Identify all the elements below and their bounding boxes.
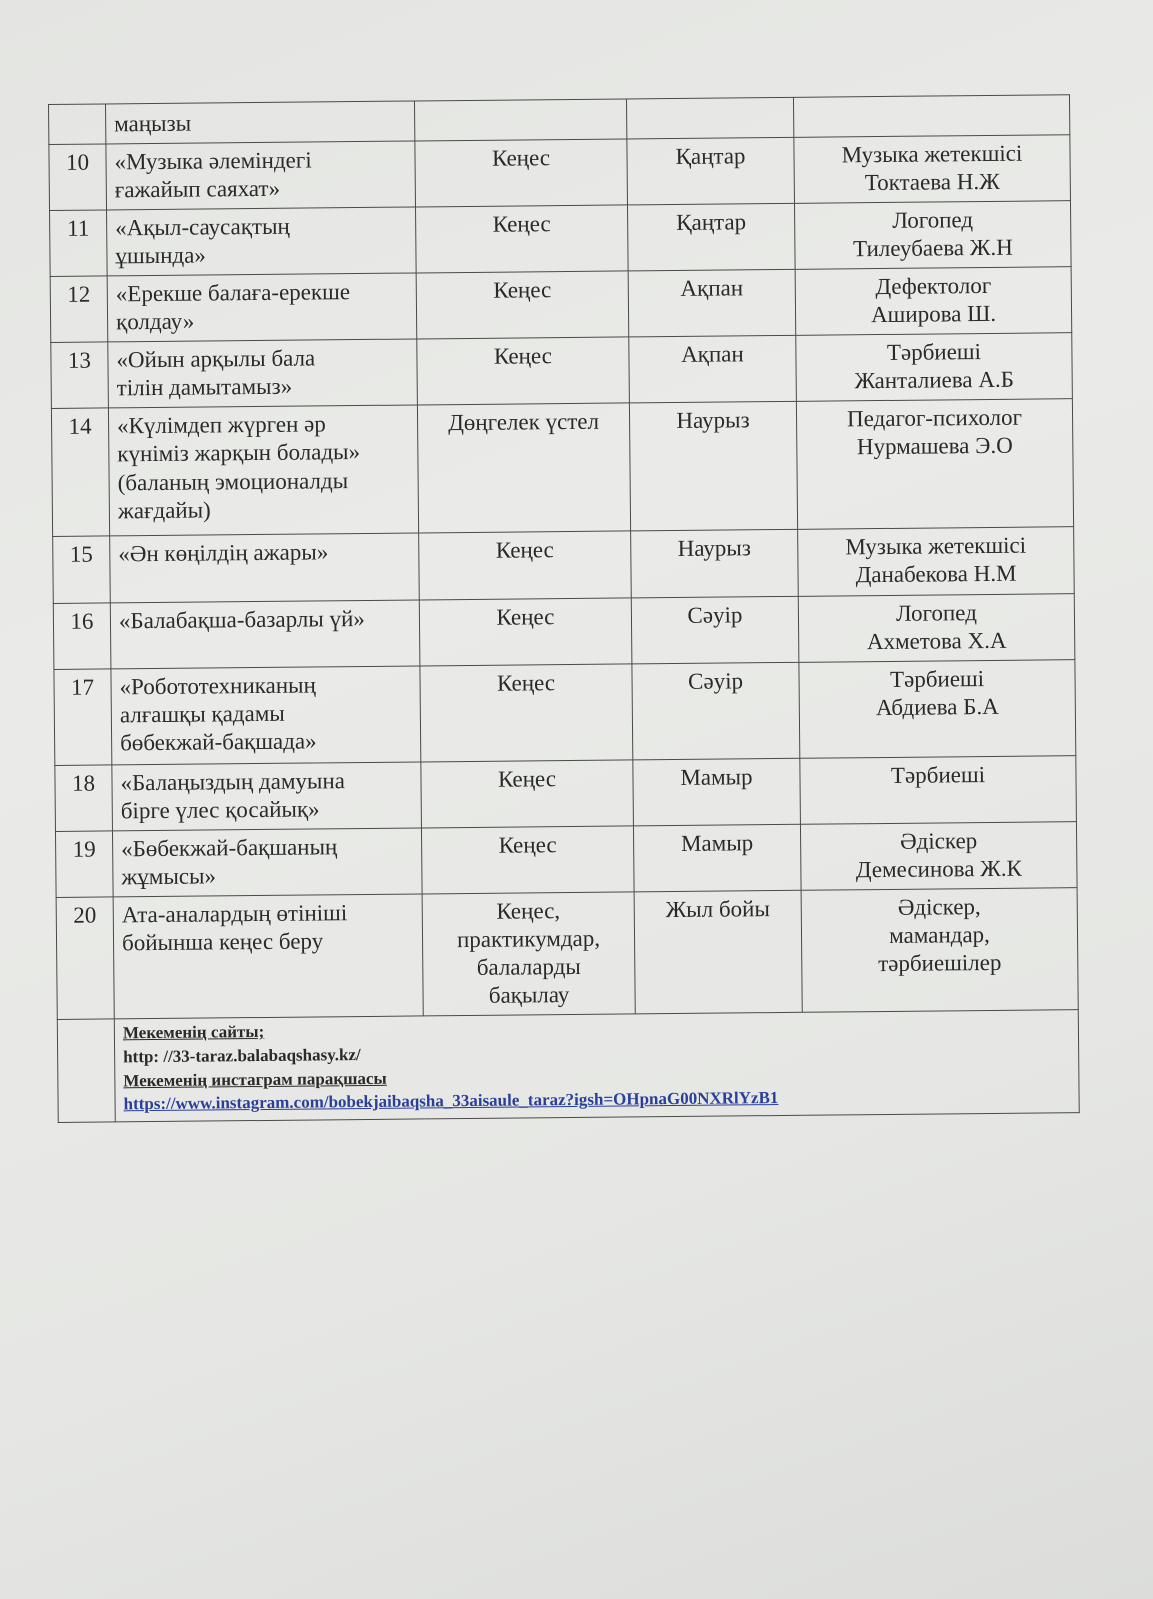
form-cell <box>414 99 626 141</box>
responsible-line: Абдиева Б.А <box>875 693 999 720</box>
form-cell <box>416 205 629 273</box>
form-line: Кеңес, <box>496 897 561 924</box>
form-line: Кеңес <box>493 277 552 303</box>
table-row <box>54 659 1076 765</box>
site-url-link[interactable]: http: //33-taraz.balabaqshasy.kz/ <box>123 1044 361 1067</box>
table-row <box>53 527 1075 603</box>
topic-cell <box>107 273 417 342</box>
month-cell: Наурыз <box>631 530 799 598</box>
month-cell: Сәуір <box>631 596 799 664</box>
month-cell: Мамыр <box>633 758 801 826</box>
events-table <box>48 94 1080 1123</box>
topic-line: қолдау» <box>115 308 195 335</box>
responsible-line: Данабекова Н.М <box>855 561 1017 588</box>
topic-line: алғашқы қадамы <box>119 700 285 727</box>
form-cell <box>421 760 634 828</box>
topic-line: Ата-аналардың өтініші <box>121 899 348 928</box>
form-line: бақылау <box>488 981 570 1008</box>
month-cell: Наурыз <box>629 402 797 532</box>
month-cell: Ақпан <box>628 270 796 338</box>
topic-line: «Бөбекжай-бақшаның <box>121 833 338 862</box>
form-line: Кеңес <box>495 537 554 564</box>
form-line: практикумдар, <box>456 925 601 952</box>
responsible-line: Тилеубаева Ж.Н <box>852 234 1013 262</box>
topic-cell <box>107 207 417 276</box>
footer-empty-cell <box>57 1019 115 1123</box>
topic-line: «Ақыл-саусақтың <box>115 213 290 241</box>
topic-line: ұшында» <box>115 242 206 269</box>
table-row <box>50 201 1072 277</box>
topic-line: жағдайы) <box>117 497 211 523</box>
form-line: балаларды <box>476 953 581 980</box>
topic-line: ғажайып саяхат» <box>114 175 281 203</box>
row-number-cell: 17 <box>54 669 112 766</box>
row-number-cell: 20 <box>56 897 114 1020</box>
topic-line: бойынша кеңес беру <box>121 928 324 956</box>
responsible-line: Тәрбиеші <box>886 339 982 366</box>
topic-line: тілін дамытамыз» <box>116 374 293 401</box>
row-number-cell: 18 <box>55 765 113 832</box>
responsible-line: тәрбиешілер <box>878 949 1002 976</box>
form-cell <box>422 892 635 1016</box>
topic-line: «Робототехниканың <box>119 672 316 699</box>
responsible-cell <box>794 201 1071 270</box>
row-number-cell: 19 <box>55 831 113 898</box>
topic-cell <box>113 894 423 1019</box>
month-cell: Қаңтар <box>627 203 795 271</box>
topic-cell <box>108 405 418 536</box>
responsible-line: Музыка жетекшісі <box>841 140 1023 168</box>
topic-line: «Музыка әлеміндегі <box>114 147 312 175</box>
table-row <box>49 135 1071 211</box>
responsible-cell <box>793 95 1069 138</box>
form-line: Кеңес <box>493 343 553 370</box>
responsible-line: Тәрбиеші <box>889 665 985 692</box>
site-label: Мекеменің сайты; <box>122 1021 265 1043</box>
responsible-cell <box>796 333 1073 402</box>
responsible-line: мамандар, <box>889 921 990 948</box>
responsible-cell <box>800 821 1077 890</box>
responsible-line: Логопед <box>895 599 977 626</box>
responsible-line: Нурмашева Э.О <box>856 433 1013 460</box>
responsible-line: Токтаева Н.Ж <box>864 168 1000 196</box>
form-line: Кеңес <box>497 765 557 792</box>
responsible-line: Музыка жетекшісі <box>845 533 1027 560</box>
row-number-cell: 11 <box>50 210 108 277</box>
table-row <box>56 887 1078 1019</box>
topic-cell <box>110 599 420 668</box>
topic-line: жұмысы» <box>121 863 217 890</box>
topic-cell <box>111 666 421 765</box>
topic-line: «Ән көңілдің ажары» <box>118 539 329 567</box>
form-cell <box>416 271 629 339</box>
topic-cell <box>106 141 416 210</box>
form-cell <box>417 403 630 533</box>
table-row <box>55 755 1077 831</box>
table-row <box>50 267 1072 343</box>
topic-cell: маңызы <box>106 101 415 144</box>
form-line: Кеңес <box>496 669 556 696</box>
form-line: Кеңес <box>498 831 557 858</box>
row-number-cell: 14 <box>51 408 109 537</box>
responsible-line: Педагог-психолог <box>846 405 1023 432</box>
month-cell: Сәуір <box>632 662 800 760</box>
table-row <box>55 821 1077 897</box>
form-line: Дөңгелек үстел <box>448 409 600 436</box>
responsible-line: Әдіскер <box>899 827 978 854</box>
table-row <box>51 333 1073 409</box>
month-cell: Мамыр <box>633 824 801 892</box>
month-cell <box>626 97 793 139</box>
topic-line: бөбекжай-бақшада» <box>120 728 317 756</box>
responsible-cell <box>801 887 1078 1012</box>
responsible-line: Логопед <box>892 207 974 234</box>
month-cell: Жыл бойы <box>634 890 802 1014</box>
responsible-line: Демесинова Ж.К <box>855 855 1023 883</box>
instagram-label: Мекеменің инстаграм парақшасы <box>123 1068 387 1090</box>
table-row <box>53 593 1075 669</box>
responsible-cell <box>798 527 1075 596</box>
form-cell <box>420 664 633 762</box>
topic-line: «Ойын арқылы бала <box>116 345 316 373</box>
responsible-line: Жанталиева А.Б <box>854 367 1014 394</box>
responsible-cell <box>795 267 1072 336</box>
responsible-line: Дефектолог <box>875 273 992 300</box>
topic-line: (баланың эмоционалды <box>117 467 349 495</box>
responsible-cell <box>794 135 1071 204</box>
month-cell: Қаңтар <box>627 137 795 205</box>
responsible-line: Тәрбиеші <box>890 761 986 788</box>
topic-cell <box>108 339 418 408</box>
responsible-cell <box>800 755 1077 824</box>
responsible-line: Ахметова Х.А <box>866 627 1007 654</box>
row-number-cell: 12 <box>50 276 108 343</box>
responsible-cell <box>799 659 1076 758</box>
topic-cell <box>110 533 420 602</box>
responsible-cell <box>798 593 1075 662</box>
row-number-cell: 10 <box>49 144 107 211</box>
form-cell <box>421 826 634 894</box>
form-cell <box>419 597 632 665</box>
topic-line: күніміз жарқын болады» <box>117 439 361 467</box>
form-line: Кеңес <box>491 145 551 171</box>
form-line: Кеңес <box>496 603 555 630</box>
topic-line: «Күлімдеп жүрген әр <box>116 411 326 439</box>
topic-cell <box>112 762 422 831</box>
responsible-line: Әдіскер, <box>897 893 981 920</box>
responsible-cell <box>796 399 1073 530</box>
footer-cell <box>114 1010 1079 1122</box>
form-cell <box>417 337 630 405</box>
table-row <box>51 399 1073 537</box>
topic-line: «Ерекше балаға-ерекше <box>115 279 351 307</box>
row-number-cell <box>49 104 106 145</box>
topic-line: бірге үлес қосайық» <box>120 796 320 823</box>
row-number-cell: 13 <box>51 342 109 409</box>
row-number-cell: 16 <box>53 602 111 669</box>
month-cell: Ақпан <box>629 336 797 404</box>
form-cell <box>419 531 632 599</box>
row-number-cell: 15 <box>53 536 111 603</box>
form-cell <box>415 139 628 207</box>
form-line: Кеңес <box>492 211 551 237</box>
topic-line: «Балабақша-базарлы үй» <box>118 605 365 633</box>
topic-line: «Балаңыздың дамуына <box>120 767 346 795</box>
instagram-url-link[interactable]: https://www.instagram.com/bobekjaibaqsha_33aisaule_taraz?igsh=OHpnaG00NXRlYzB1 <box>123 1088 779 1114</box>
footer-row <box>57 1010 1079 1123</box>
topic-cell <box>112 828 422 897</box>
responsible-line: Аширова Ш. <box>870 301 997 328</box>
events-table-body <box>49 95 1079 1020</box>
